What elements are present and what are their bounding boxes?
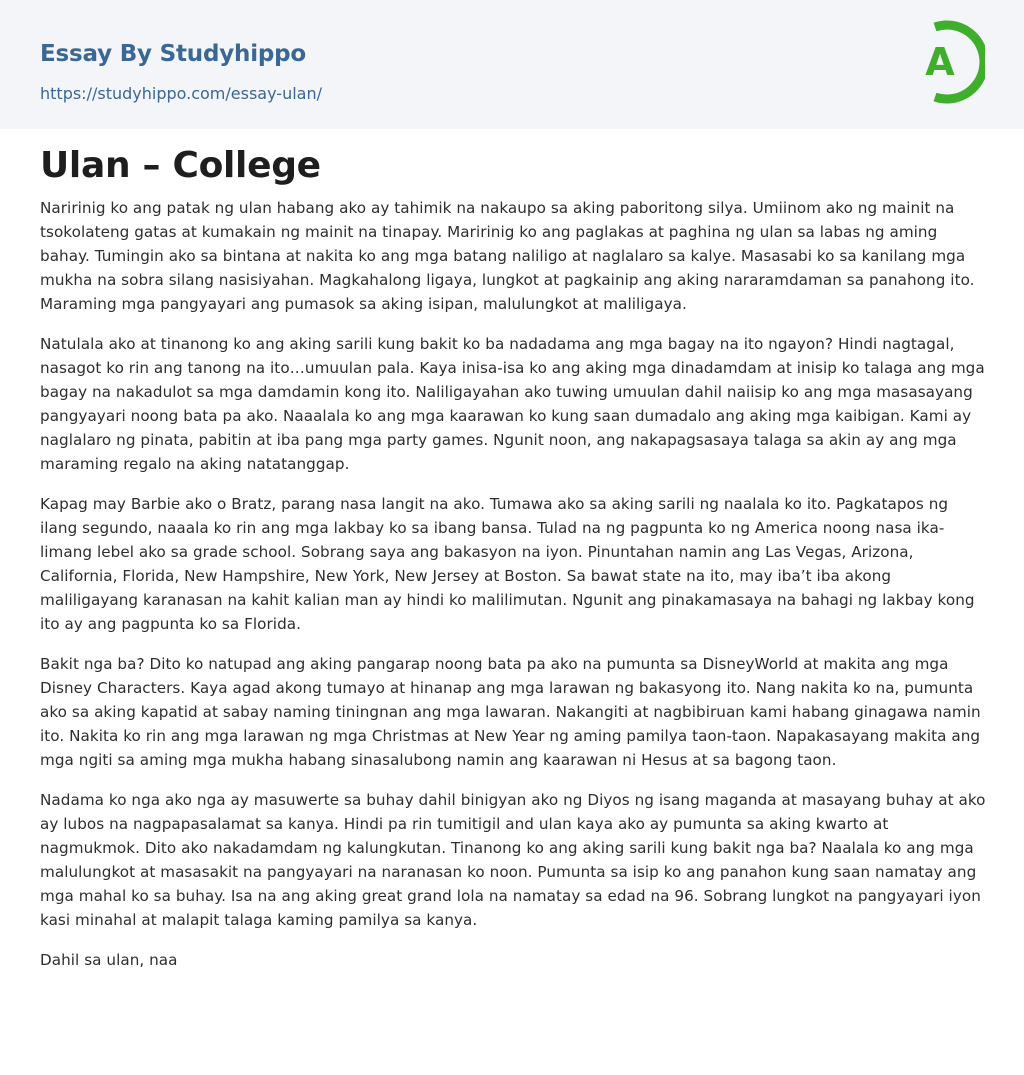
site-brand[interactable]: Essay By Studyhippo <box>40 41 307 67</box>
essay-paragraph-5: Nadama ko nga ako nga ay masuwerte sa buhay dahil binigyan ako ng Diyos ng isang maganda at masayang buhay at ako ay lubos na nagpapasalamat sa kanya. Hindi pa rin tumitigil and ulan kaya ako ay pumunta sa aking kwarto at nagmukmok. Dito ako nakadamdam ng kalungkutan. Tinanong ko ang aking sarili kung bakit nga ba? Naalala ko ang mga malulungkot at masasakit na pangyayari na naranasan ko noon. Pumunta sa isip ko ang panahon kung saan namatay ang mga mahal ko sa buhay. Isa na ang aking great grand lola na namatay sa edad na 96. Sobrang lungkot na pangyayari iyon kasi minahal at malapit talaga kaming pamilya sa kanya. <box>40 791 986 929</box>
essay-paragraph-4: Bakit nga ba? Dito ko natupad ang aking pangarap noong bata pa ako na pumunta sa DisneyWorld at makita ang mga Disney Characters. Kaya agad akong tumayo at hinanap ang mga larawan ng bakasyong ito. Nang nakita ko na, pumunta ako sa aking kapatid at sabay naming tiningnan ang mga lawaran. Nakangiti at nagbibiruan kami habang ginagawa namin ito. Nakita ko rin ang mga larawan ng mga Christmas at New Year ng aming pamilya taon-taon. Napakasayang makita ang mga ngiti sa aming mga mukha habang sinasalubong namin ang kaarawan ni Hesus at sa bagong taon. <box>40 655 981 769</box>
logo-letter: A <box>925 40 955 84</box>
essay-url-link[interactable]: https://studyhippo.com/essay-ulan/ <box>40 84 322 103</box>
site-header <box>0 0 1024 129</box>
essay-paragraph-3: Kapag may Barbie ako o Bratz, parang nasa langit na ako. Tumawa ako sa aking sarili ng naalala ko ito. Pagkatapos ng ilang segundo, naaala ko rin ang mga lakbay ko sa ibang bansa. Tulad na ng pagpunta ko ng America noong nasa ika-limang lebel ako sa grade school. Sobrang saya ang bakasyon na iyon. Pinuntahan namin ang Las Vegas, Arizona, California, Florida, New Hampshire, New York, New Jersey at Boston. Sa bawat state na ito, may iba’t iba akong maliligayang karanasan na kahit kalian man ay hindi ko malilimutan. Ngunit ang pinakamasaya na bahagi ng lakbay kong ito ay ang pagpunta ko sa Florida. <box>40 495 975 633</box>
essay-title: Ulan – College <box>40 145 321 186</box>
essay-body <box>40 196 986 988</box>
essay-paragraph-6: Dahil sa ulan, naa <box>40 951 178 969</box>
studyhippo-logo-icon[interactable] <box>911 19 985 105</box>
essay-paragraph-2: Natulala ako at tinanong ko ang aking sarili kung bakit ko ba nadadama ang mga bagay na ito ngayon? Hindi nagtagal, nasagot ko rin ang tanong na ito…umuulan pala. Kaya inisa-isa ko ang aking mga dinadamdam at inisip ko talaga ang mga bagay na nakadulot sa mga damdamin kong ito. Naliligayahan ako tuwing umuulan dahil naiisip ko ang mga masasayang pangyayari noong bata pa ako. Naaalala ko ang mga kaarawan ko kung saan dumadalo ang aking mga kaibigan. Kami ay naglalaro ng pinata, pabitin at iba pang mga party games. Ngunit noon, ang nakapagsasaya talaga sa akin ay ang mga maraming regalo na aking natatanggap. <box>40 335 985 473</box>
essay-paragraph-1: Naririnig ko ang patak ng ulan habang ako ay tahimik na nakaupo sa aking paboritong silya. Umiinom ako ng mainit na tsokolateng gatas at kumakain ng mainit na tinapay. Maririnig ko ang paglakas at paghina ng ulan sa labas ng aming bahay. Tumingin ako sa bintana at nakita ko ang mga batang naliligo at naglalaro sa kalye. Masasabi ko sa kanilang mga mukha na sobra silang nasisiyahan. Magkahalong ligaya, lungkot at pagkainip ang aking nararamdaman sa panahong ito. Maraming mga pangyayari ang pumasok sa aking isipan, malulungkot at maliligaya. <box>40 199 975 313</box>
